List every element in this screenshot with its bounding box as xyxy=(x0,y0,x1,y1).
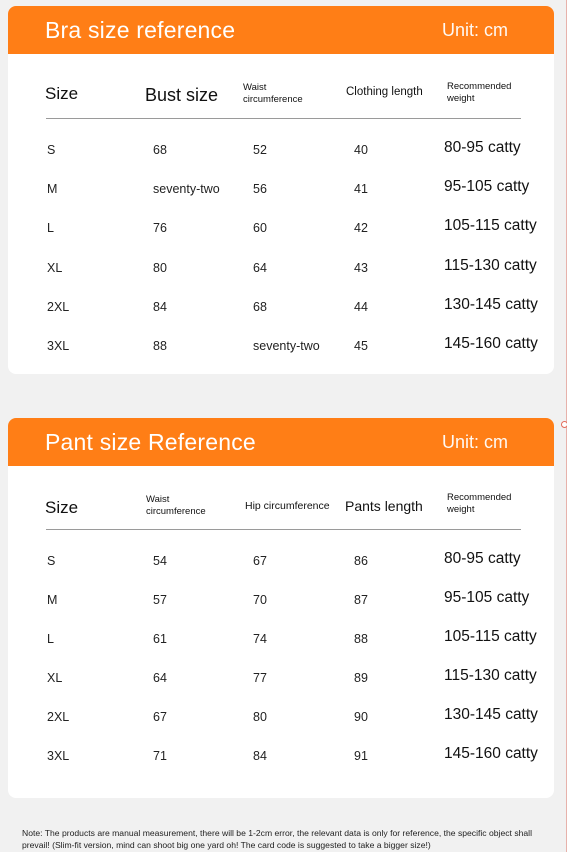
pant-header-hip: Hip circumference xyxy=(245,500,330,512)
pant-size-card xyxy=(8,418,554,798)
cell-weight: 130-145 catty xyxy=(444,706,538,723)
cell-weight: 105-115 catty xyxy=(444,217,537,235)
edge-marker xyxy=(561,421,567,428)
cell-c1: 71 xyxy=(153,749,167,763)
cell-c3: 42 xyxy=(354,221,368,236)
cell-c2: 80 xyxy=(253,710,267,724)
cell-c1: seventy-two xyxy=(153,182,220,197)
cell-size: S xyxy=(47,143,56,157)
cell-weight: 95-105 catty xyxy=(444,178,530,196)
cell-weight: 115-130 catty xyxy=(444,256,537,274)
cell-c1: 80 xyxy=(153,260,167,275)
bra-header-size: Size xyxy=(45,84,79,103)
cell-c3: 44 xyxy=(354,299,368,314)
cell-c2: 64 xyxy=(253,260,267,275)
pant-card-title: Pant size Reference xyxy=(45,428,256,455)
bra-size-table xyxy=(8,54,554,374)
pant-header-waist: Waist circumference xyxy=(146,494,206,517)
cell-weight: 115-130 catty xyxy=(444,667,537,684)
cell-c1: 84 xyxy=(153,299,167,314)
cell-size: 2XL xyxy=(47,299,70,314)
bra-size-card xyxy=(8,6,554,374)
cell-c3: 88 xyxy=(354,632,368,646)
cell-c3: 89 xyxy=(354,671,368,685)
cell-c2: 60 xyxy=(253,221,267,236)
pant-header-divider xyxy=(46,529,521,530)
cell-weight: 105-115 catty xyxy=(444,628,537,645)
bra-card-header xyxy=(8,6,554,54)
cell-size: 3XL xyxy=(47,339,70,353)
cell-weight: 145-160 catty xyxy=(444,335,538,352)
cell-weight: 95-105 catty xyxy=(444,589,530,606)
cell-c2: 56 xyxy=(253,182,267,197)
bra-header-bust: Bust size xyxy=(145,85,219,105)
cell-c2: 52 xyxy=(253,143,267,157)
cell-size: XL xyxy=(47,260,63,275)
cell-c1: 64 xyxy=(153,671,167,685)
cell-size: 3XL xyxy=(47,749,70,763)
cell-size: S xyxy=(47,554,56,568)
bra-card-unit: Unit: cm xyxy=(441,19,508,40)
cell-size: XL xyxy=(47,671,63,685)
cell-c1: 76 xyxy=(153,221,167,236)
cell-c1: 57 xyxy=(153,593,167,607)
cell-c3: 41 xyxy=(354,182,368,197)
cell-c2: seventy-two xyxy=(253,339,320,353)
cell-c2: 84 xyxy=(253,749,267,763)
bra-header-waist: Waist circumference xyxy=(243,82,303,105)
cell-c3: 86 xyxy=(354,554,368,568)
cell-c3: 43 xyxy=(354,260,368,275)
cell-c3: 45 xyxy=(354,339,368,353)
cell-c3: 90 xyxy=(354,710,368,724)
pant-header-length: Pants length xyxy=(345,498,423,514)
cell-size: M xyxy=(47,182,58,197)
pant-header-size: Size xyxy=(45,498,79,517)
bra-header-length: Clothing length xyxy=(346,86,423,98)
cell-weight: 130-145 catty xyxy=(444,295,538,313)
pant-card-unit: Unit: cm xyxy=(441,431,508,452)
cell-c2: 67 xyxy=(253,554,267,568)
cell-weight: 80-95 catty xyxy=(444,550,521,567)
cell-weight: 145-160 catty xyxy=(444,745,538,762)
cell-c1: 61 xyxy=(153,632,167,646)
cell-c2: 77 xyxy=(253,671,267,685)
cell-c1: 68 xyxy=(153,143,167,157)
bra-header-weight: Recommended weight xyxy=(447,81,512,104)
cell-c3: 87 xyxy=(354,593,368,607)
cell-c3: 40 xyxy=(354,143,368,157)
pant-size-table xyxy=(8,466,554,798)
bra-card-title: Bra size reference xyxy=(45,16,236,43)
cell-weight: 80-95 catty xyxy=(444,139,521,156)
cell-c1: 67 xyxy=(153,710,167,724)
cell-c3: 91 xyxy=(354,749,368,763)
measurement-note: Note: The products are manual measurement, there will be 1-2cm error, the relevant data is only for reference, the specific object shall prevail! (Slim-fit version, mind can shoot big one yard oh! The card code is suggested to take a bigger size!) xyxy=(22,827,532,851)
cell-size: 2XL xyxy=(47,710,70,724)
pant-header-weight: Recommended weight xyxy=(447,492,512,515)
cell-size: M xyxy=(47,593,58,607)
pant-card-header xyxy=(8,418,554,466)
cell-c2: 74 xyxy=(253,632,267,646)
cell-c1: 54 xyxy=(153,554,167,568)
cell-c2: 68 xyxy=(253,299,267,314)
cell-c2: 70 xyxy=(253,593,267,607)
cell-c1: 88 xyxy=(153,339,167,353)
cell-size: L xyxy=(47,221,54,236)
bra-header-divider xyxy=(46,118,521,119)
cell-size: L xyxy=(47,632,54,646)
